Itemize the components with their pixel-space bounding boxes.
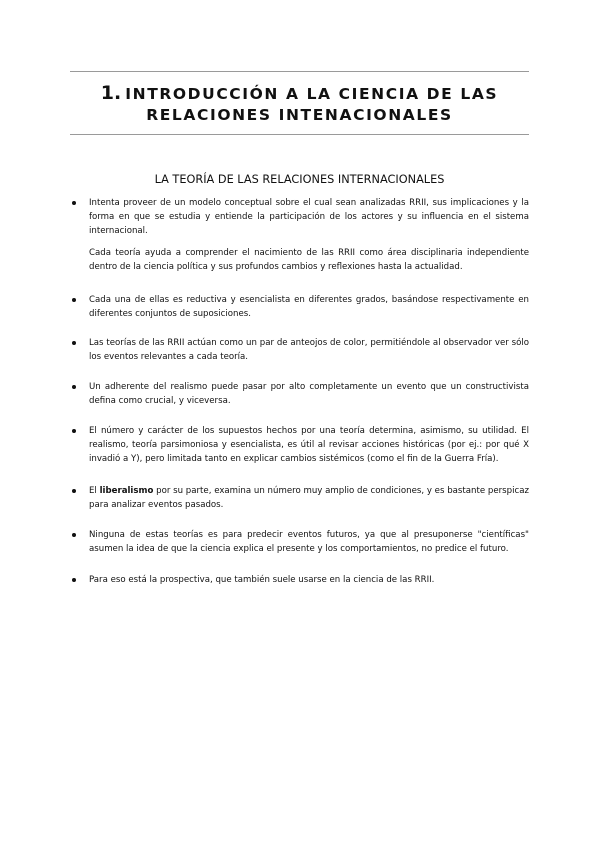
bullet-text: [89, 336, 529, 364]
bullet-icon: [72, 578, 76, 582]
bullet-icon: [72, 341, 76, 345]
bullet-text: [89, 528, 529, 556]
bullet-icon: [72, 429, 76, 433]
bullet-paragraph: Cada teoría ayuda a comprender el nacimiento de las RRII como área disciplinaria independiente dentro de la ciencia política y sus profundos cambios y reflexiones hasta la actualidad.: [89, 247, 529, 272]
bullet-text: [89, 293, 529, 321]
bullet-text: [89, 484, 529, 512]
bullet-text: [89, 196, 529, 274]
bullet-paragraph: Las teorías de las RRII actúan como un par de anteojos de color, permitiéndole al observador ver sólo los eventos relevantes a cada teoría.: [89, 338, 529, 363]
bullet-icon: [72, 298, 76, 302]
bullet-text-prefix: El: [89, 486, 100, 496]
bullet-text: [89, 380, 529, 408]
bullet-paragraph: Para eso está la prospectiva, que también suele usarse en la ciencia de las RRII.: [89, 575, 435, 585]
chapter-number: 1.: [100, 82, 122, 104]
bullet-icon: [72, 489, 76, 493]
chapter-title: [70, 83, 529, 126]
bullet-paragraph: Intenta proveer de un modelo conceptual sobre el cual sean analizadas RRII, sus implicaciones y la forma en que se estudia y entiende la participación de los actores y su influencia en el sistema internacional.: [89, 198, 529, 237]
bold-term: liberalismo: [99, 486, 154, 496]
top-divider: [70, 71, 529, 72]
bullet-text-suffix: por su parte, examina un número muy amplio de condiciones, y es bastante perspicaz para analizar eventos pasados.: [89, 486, 529, 511]
bullet-paragraph: Ninguna de estas teorías es para predecir eventos futuros, ya que al presuponerse "científicas" asumen la idea de que la ciencia explica el presente y los comportamientos, no predice el futuro.: [89, 530, 529, 555]
chapter-title-text-1: INTRODUCCIÓN A LA CIENCIA DE LAS: [125, 85, 499, 103]
bullet-text: [89, 424, 529, 467]
section-heading: LA TEORÍA DE LAS RELACIONES INTERNACIONALES: [154, 173, 445, 186]
bullet-paragraph: El número y carácter de los supuestos hechos por una teoría determina, asimismo, su utilidad. El realismo, teoría parsimoniosa y esencialista, es útil al revisar acciones históricas (por ej.: por qué X invadió a Y), pero limitada tanto en explicar cambios sistémicos (como el fin de la Guerra Fría).: [89, 426, 529, 465]
bullet-paragraph: Un adherente del realismo puede pasar por alto completamente un evento que un constructivista defina como crucial, y viceversa.: [89, 382, 529, 407]
bullet-icon: [72, 533, 76, 537]
chapter-title-line-2: RELACIONES INTENACIONALES: [146, 106, 453, 124]
bullet-paragraph: Cada una de ellas es reductiva y esencialista en diferentes grados, basándose respectivamente en diferentes conjuntos de suposiciones.: [89, 295, 529, 320]
bullet-paragraph: [89, 484, 529, 512]
bullet-icon: [72, 201, 76, 205]
bullet-icon: [72, 385, 76, 389]
bottom-divider: [70, 134, 529, 135]
bullet-text: [89, 573, 529, 587]
chapter-title-line-1: [70, 83, 529, 105]
